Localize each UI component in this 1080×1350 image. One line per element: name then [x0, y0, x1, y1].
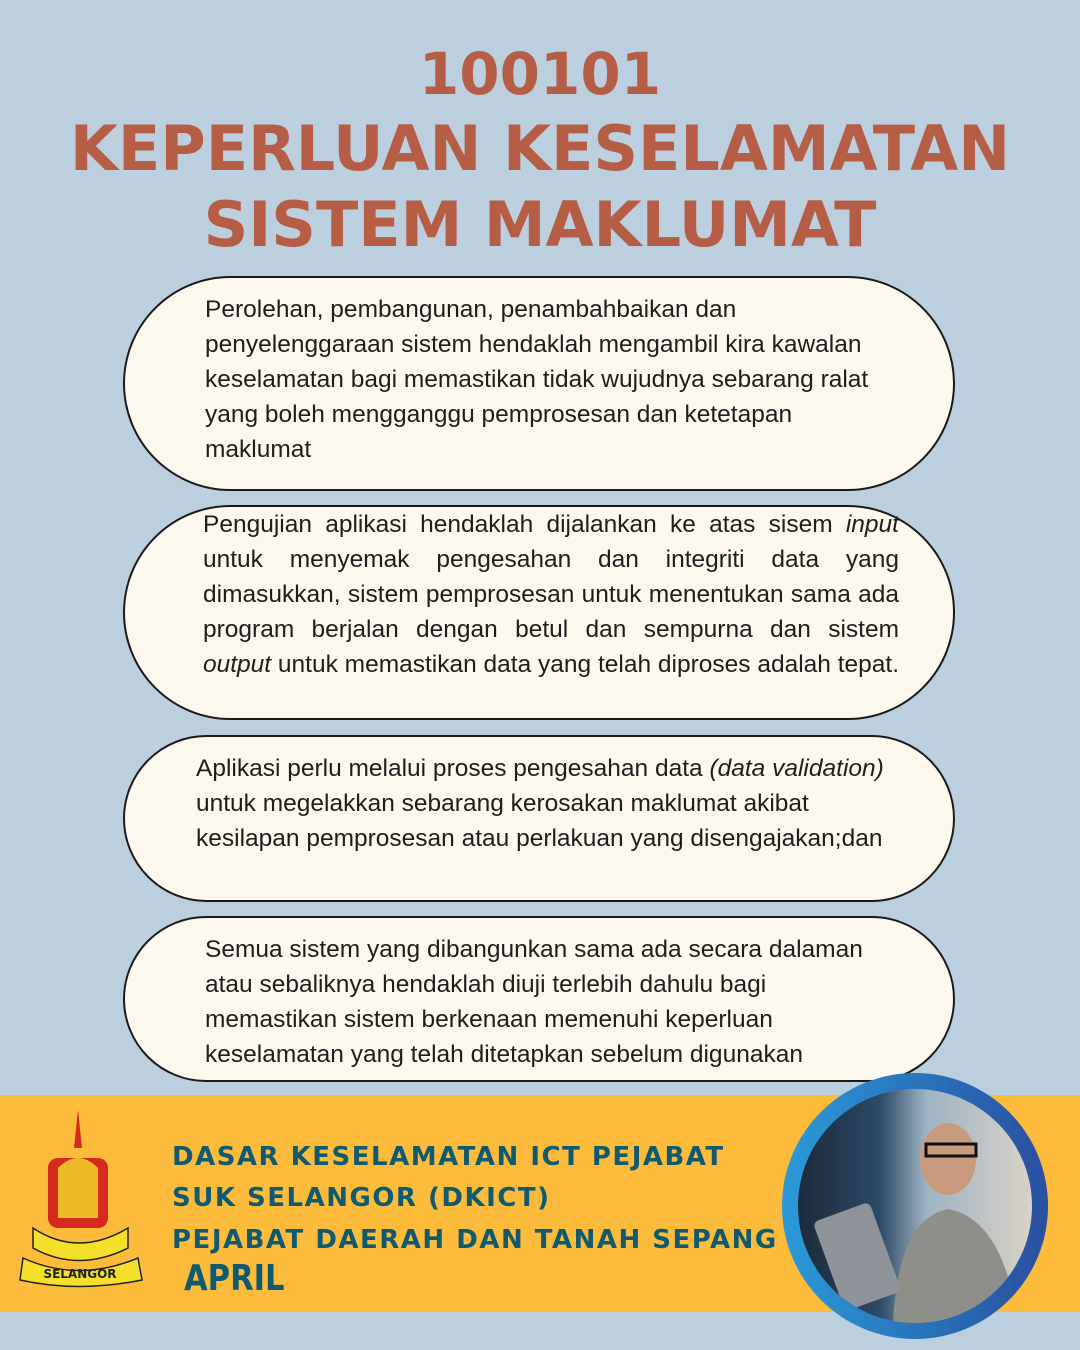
italic-term: (data validation): [709, 755, 884, 782]
footer-line-3: PEJABAT DAERAH DAN TANAH SEPANG: [172, 1225, 778, 1255]
selangor-crest-logo: [18, 1108, 144, 1288]
requirement-box-3: [123, 735, 955, 902]
text-part: Pengujian aplikasi hendaklah dijalankan ke atas sisem: [203, 511, 846, 538]
title-line-2: SISTEM MAKLUMAT: [203, 188, 877, 261]
requirement-box-4: [123, 916, 955, 1082]
logo-text: SELANGOR: [43, 1267, 117, 1281]
requirement-text: Semua sistem yang dibangunkan sama ada secara dalaman atau sebaliknya hendaklah diuji terlebih dahulu bagi memastikan sistem berkenaan memenuhi keperluan keselamatan yang telah ditetapkan sebelum digunakan: [205, 936, 863, 1068]
italic-term: output: [203, 651, 272, 678]
technician-photo: [798, 1089, 1032, 1323]
technician-photo-frame: [782, 1073, 1048, 1339]
italic-term: input: [845, 511, 899, 538]
text-part: untuk menyemak pengesahan dan integriti data yang dimasukkan, sistem pemprosesan untuk menentukan sama ada program berjalan dengan betul dan sempurna dan sistem: [203, 546, 899, 643]
requirement-text: [203, 507, 899, 682]
requirement-box-1: [123, 276, 955, 491]
text-part: untuk memastikan data yang telah diproses adalah tepat.: [271, 651, 899, 678]
requirement-text: [196, 751, 896, 856]
title-line-1: KEPERLUAN KESELAMATAN: [69, 112, 1011, 185]
policy-code: 100101: [418, 40, 662, 108]
text-part: untuk megelakkan sebarang kerosakan maklumat akibat kesilapan pemprosesan atau perlakuan yang disengajakan;dan: [196, 790, 883, 852]
requirement-box-2: [123, 505, 955, 720]
footer-line-1: DASAR KESELAMATAN ICT PEJABAT: [172, 1142, 725, 1172]
month-label: APRIL: [184, 1258, 285, 1299]
footer-line-2: SUK SELANGOR (DKICT): [172, 1183, 551, 1213]
requirement-text: Perolehan, pembangunan, penambahbaikan dan penyelenggaraan sistem hendaklah mengambil kira kawalan keselamatan bagi memastikan tidak wujudnya sebarang ralat yang boleh mengganggu pemprosesan dan ketetapan maklumat: [205, 296, 869, 463]
text-part: Aplikasi perlu melalui proses pengesahan data: [196, 755, 710, 782]
